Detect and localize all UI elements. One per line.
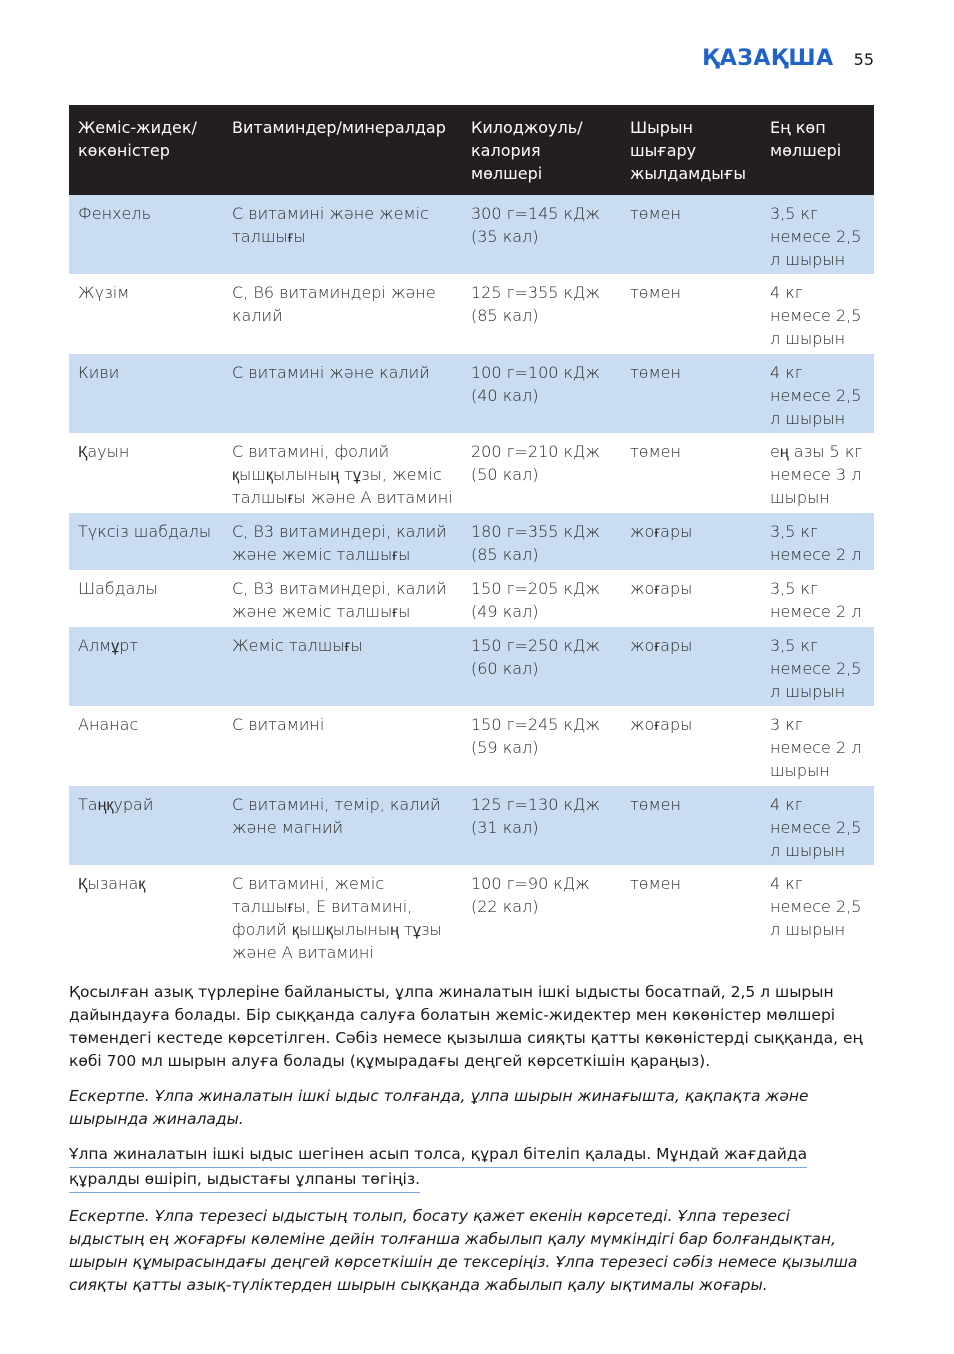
cell-produce: Ананас: [78, 715, 139, 734]
column-header-max: Ең көп мөлшері: [761, 105, 874, 195]
table-row: [69, 195, 874, 274]
cell-vitamins: Жеміс талшығы: [223, 627, 462, 706]
cell-energy: 150 г=250 кДж (60 кал): [462, 627, 621, 706]
column-header-produce: Жеміс-жидек/ көкөністер: [69, 105, 223, 195]
cell-produce: Таңқурай: [69, 786, 223, 865]
cell-speed: төмен: [630, 442, 681, 461]
column-header-vitamins: Витаминдер/минералдар: [223, 105, 462, 195]
table-row: [69, 354, 874, 433]
column-header-speed: Шырын шығару жылдамдығы: [621, 105, 761, 195]
table-row: [69, 513, 874, 570]
cell-produce: Түксіз шабдалы: [69, 513, 223, 570]
table-row: [69, 274, 874, 354]
cell-produce: Қызанақ: [78, 874, 146, 893]
page-number: 55: [853, 50, 874, 69]
cell-max: 3,5 кг немесе 2 л: [770, 579, 862, 621]
cell-energy: 125 г=355 кДж (85 кал): [471, 283, 600, 325]
cell-energy: 125 г=130 кДж (31 кал): [462, 786, 621, 865]
table-row: [69, 627, 874, 706]
cell-vitamins: С, В3 витаминдері, калий және жеміс талшығы: [232, 579, 447, 621]
cell-vitamins: С витамині, фолий қышқылының тұзы, жеміс талшығы және А витамині: [232, 442, 453, 507]
table-row: [69, 570, 874, 627]
cell-speed: жоғары: [621, 513, 761, 570]
cell-energy: 150 г=245 кДж (59 кал): [471, 715, 600, 757]
cell-max: 4 кг немесе 2,5 л шырын: [770, 874, 862, 939]
cell-energy: 200 г=210 кДж (50 кал): [471, 442, 600, 484]
cell-vitamins: С витамині, темір, калий және магний: [223, 786, 462, 865]
warning-paragraph: [69, 1143, 869, 1193]
body-text: [69, 981, 869, 1309]
cell-speed: төмен: [621, 786, 761, 865]
cell-speed: жоғары: [630, 715, 693, 734]
cell-max: 3,5 кг немесе 2,5 л шырын: [761, 627, 874, 706]
cell-speed: төмен: [630, 874, 681, 893]
cell-vitamins: С, В6 витаминдері және калий: [232, 283, 436, 325]
cell-produce: Шабдалы: [78, 579, 158, 598]
cell-vitamins: С, В3 витаминдері, калий және жеміс талшығы: [223, 513, 462, 570]
cell-speed: төмен: [621, 195, 761, 274]
cell-energy: 150 г=205 кДж (49 кал): [471, 579, 600, 621]
cell-energy: 300 г=145 кДж (35 кал): [462, 195, 621, 274]
cell-produce: Қауын: [78, 442, 130, 461]
cell-max: ең азы 5 кг немесе 3 л шырын: [770, 442, 863, 507]
cell-max: 4 кг немесе 2,5 л шырын: [761, 354, 874, 433]
cell-produce: Алмұрт: [69, 627, 223, 706]
cell-vitamins: С витамині, жеміс талшығы, Е витамині, фолий қышқылының тұзы және А витамині: [232, 874, 442, 962]
cell-energy: 100 г=100 кДж (40 кал): [462, 354, 621, 433]
table-header-row: [69, 105, 874, 195]
cell-produce: Фенхель: [69, 195, 223, 274]
nutrition-table: [69, 105, 874, 969]
cell-vitamins: С витамині және калий: [223, 354, 462, 433]
cell-energy: 100 г=90 кДж (22 кал): [471, 874, 590, 916]
cell-speed: жоғары: [630, 579, 693, 598]
cell-speed: төмен: [621, 354, 761, 433]
page-header: [702, 46, 874, 71]
cell-speed: төмен: [630, 283, 681, 302]
column-header-energy: Килоджоуль/ калория мөлшері: [462, 105, 621, 195]
cell-energy: 180 г=355 кДж (85 кал): [462, 513, 621, 570]
note-paragraph: Ескертпе. Ұлпа жиналатын ішкі ыдыс толғанда, ұлпа шырын жинағышта, қақпақта және шырында жиналады.: [69, 1087, 809, 1128]
cell-produce: Киви: [69, 354, 223, 433]
table-row: [69, 706, 874, 786]
warning-line: құралды өшіріп, ыдыстағы ұлпаны төгіңіз.: [69, 1168, 420, 1193]
cell-max: 3 кг немесе 2 л шырын: [770, 715, 862, 780]
cell-max: 3,5 кг немесе 2,5 л шырын: [761, 195, 874, 274]
table-row: [69, 865, 874, 969]
intro-paragraph: Қосылған азық түрлеріне байланысты, ұлпа жиналатын ішкі ыдысты босатпай, 2,5 л шырын дайындауға болады. Бір сыққанда салуға болатын жеміс-жидектер мен көкөністер мөлшері төмендегі кестеде көрсетілген. Сәбіз немесе қызылша сияқты қатты көкөністерді сыққанда, ең көбі 700 мл шырын алуға болады (құмырадағы деңгей көрсеткішін қараңыз).: [69, 983, 863, 1070]
note-paragraph: Ескертпе. Ұлпа терезесі ыдыстың толып, босату қажет екенін көрсетеді. Ұлпа терезесі ыдыстың ең жоғарғы көлеміне дейін толғанша жабылып қалу мүмкіндігі бар болғандықтан, шырын құмырасындағы деңгей көрсеткішін де тексеріңіз. Ұлпа терезесі сәбіз немесе қызылша сияқты қатты азық-түліктерден шырын сыққанда жабылып қалу ықтималы жоғары.: [69, 1207, 858, 1294]
table-row: [69, 786, 874, 865]
language-title: ҚАЗАҚША: [702, 46, 834, 71]
cell-produce: Жүзім: [78, 283, 130, 302]
cell-max: 4 кг немесе 2,5 л шырын: [761, 786, 874, 865]
cell-max: 4 кг немесе 2,5 л шырын: [770, 283, 862, 348]
cell-vitamins: С витамині және жеміс талшығы: [223, 195, 462, 274]
table-row: [69, 433, 874, 513]
warning-line: Ұлпа жиналатын ішкі ыдыс шегінен асып толса, құрал бітеліп қалады. Мұндай жағдайда: [69, 1143, 807, 1168]
cell-speed: жоғары: [621, 627, 761, 706]
cell-max: 3,5 кг немесе 2 л: [761, 513, 874, 570]
cell-vitamins: С витамині: [232, 715, 325, 734]
